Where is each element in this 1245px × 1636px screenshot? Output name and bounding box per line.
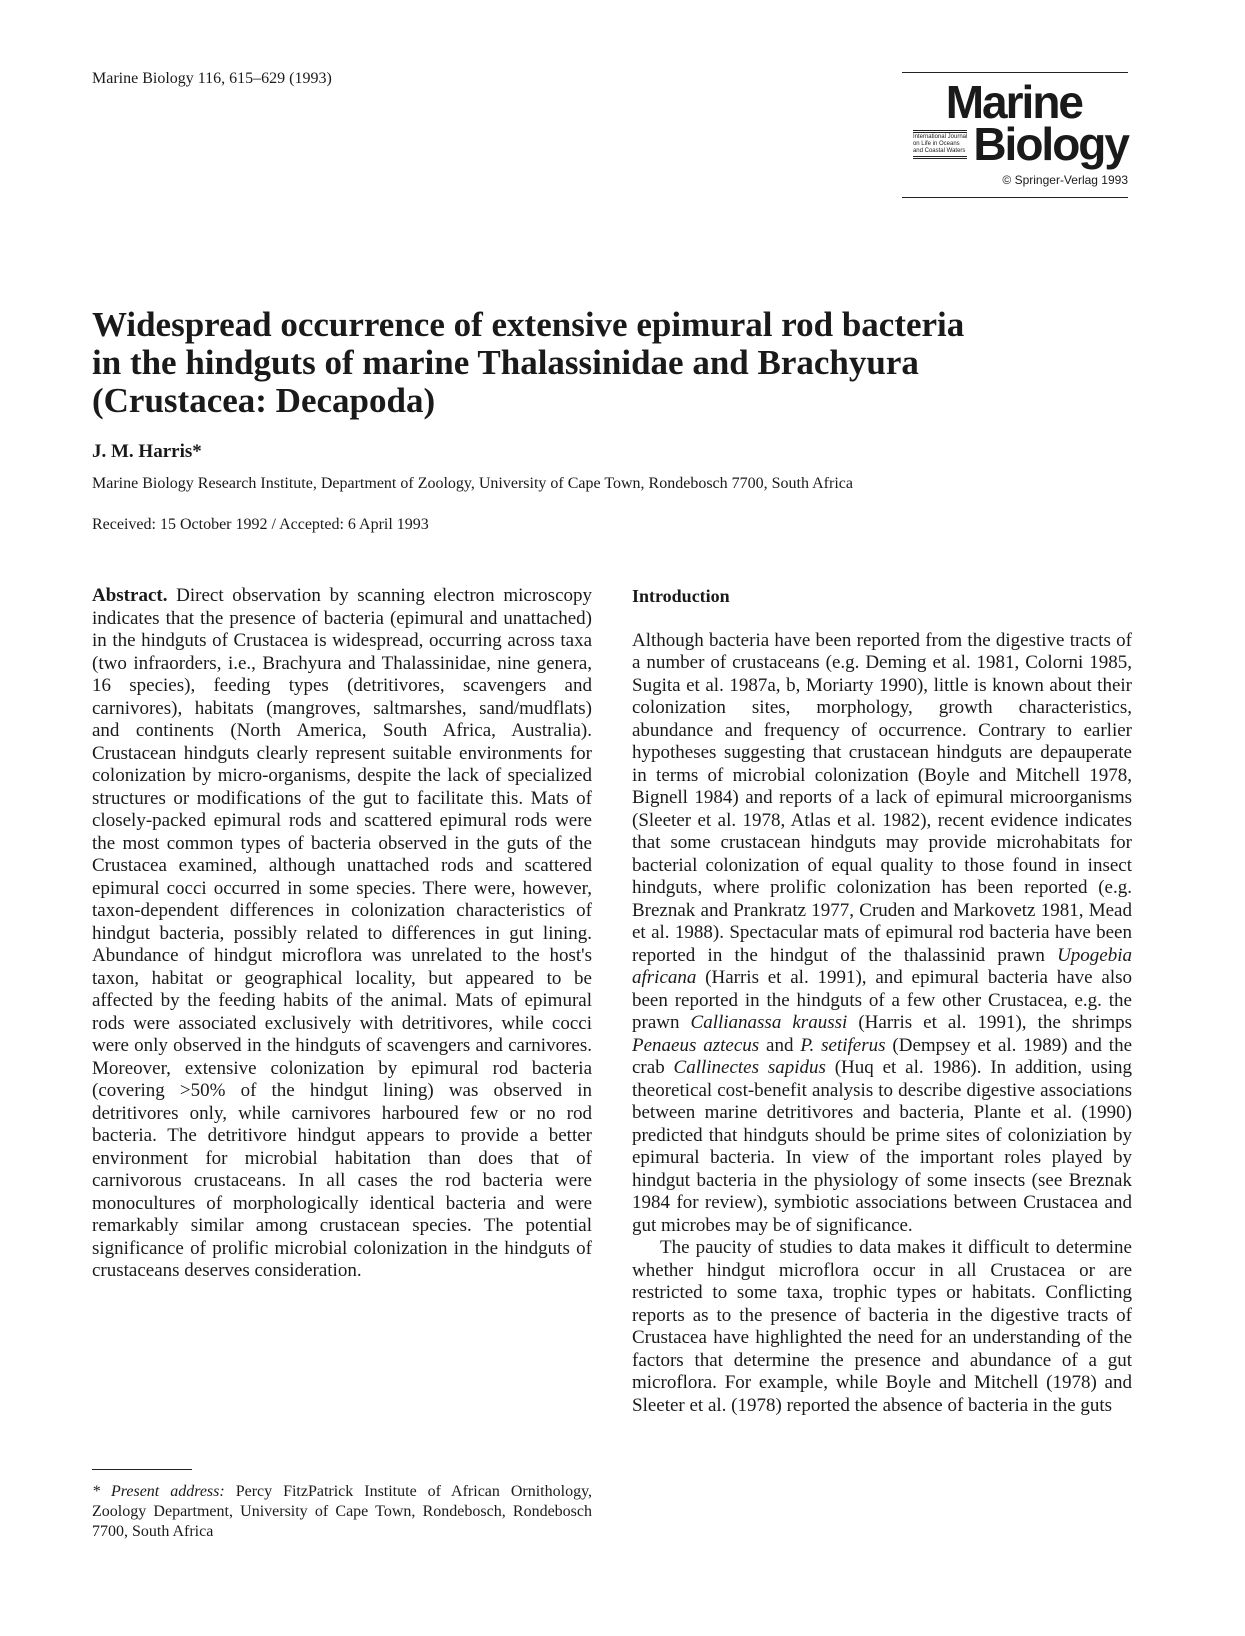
footnote <box>92 1482 592 1542</box>
intro-text: (Harris et al. 1991), and epimural bacteria have also been reported in the hindguts of a few other Crustacea, e.g. the prawn <box>632 967 1132 1033</box>
journal-reference: Marine Biology 116, 615–629 (1993) <box>92 70 332 87</box>
logo-top-rule <box>902 72 1128 73</box>
copyright-notice: © Springer-Verlag 1993 <box>1002 173 1128 187</box>
logo-bottom-rule <box>902 197 1128 198</box>
introduction-heading: Introduction <box>632 586 730 606</box>
species-name: Callianassa kraussi <box>690 1012 848 1033</box>
intro-text: Although bacteria have been reported from the digestive tracts of a number of crustaceans (e.g. Deming et al. 1981, Colorni 1985, Sugita et al. 1987a, b, Moriarty 1990), little is known about their colonization sites, morphology, growth characteristics, abundance and frequency of occurrence. Contrary to earlier hypotheses suggesting that crustacean hindguts are depauperate in terms of microbial colonization (Boyle and Mitchell 1978, Bignell 1984) and reports of a lack of epimural microorganisms (Sleeter et al. 1978, Atlas et al. 1982), recent evidence indicates that some crustacean hindguts may provide microhabitats for bacterial colonization of equal quality to those found in insect hindguts, where prolific colonization has been reported (e.g. Breznak and Prankratz 1977, Cruden and Markovetz 1981, Mead et al. 1988). Spectacular mats of epimural rod bacteria have been reported in the hindgut of the thalassinid prawn <box>632 629 1132 966</box>
introduction-column <box>632 585 1132 1417</box>
title-line: (Crustacea: Decapoda) <box>92 381 436 420</box>
footnote-divider <box>92 1469 192 1470</box>
logo-subtitle-line: International Journal <box>912 133 968 140</box>
title-line: in the hindguts of marine Thalassinidae and Brachyura <box>92 343 919 382</box>
intro-text: (Huq et al. 1986). In addition, using theoretical cost-benefit analysis to describe digestive associations between marine detritivores and bacteria, Plante et al. (1990) predicted that hindguts should be prime sites of coloniziation by epimural bacteria. In view of the important roles played by hindgut bacteria in the physiology of some insects (see Breznak 1984 for review), symbiotic associations between Crustacea and gut microbes may be of significance. <box>632 1057 1132 1236</box>
received-accepted-dates: Received: 15 October 1992 / Accepted: 6 April 1993 <box>92 516 429 533</box>
logo-word-biology: Biology <box>973 118 1128 170</box>
logo-row <box>902 118 1128 170</box>
intro-text: (Dempsey et al. 1989) and the crab <box>632 1034 1132 1078</box>
introduction-paragraph-1 <box>632 630 1132 1238</box>
species-name: Penaeus aztecus <box>632 1034 760 1056</box>
logo-subtitle <box>913 130 967 159</box>
introduction-paragraph-2: The paucity of studies to data makes it difficult to determine whether hindgut microflora occur in all Crustacea or are restricted to some taxa, trophic types or habitats. Conflicting reports as to the presence of bacteria in the digestive tracts of Crustacea have highlighted the need for an understanding of the factors that determine the presence and abundance of a gut microflora. For example, while Boyle and Mitchell (1978) and Sleeter et al. (1978) reported the absence of bacteria in the guts <box>632 1237 1132 1416</box>
article-title <box>92 306 992 420</box>
intro-text: and <box>759 1034 801 1056</box>
logo-word-marine: Marine <box>945 76 1082 128</box>
author-name: J. M. Harris* <box>92 441 202 462</box>
title-line: Widespread occurrence of extensive epimural rod bacteria <box>92 305 965 344</box>
footnote-text: Percy FitzPatrick Institute of African Ornithology, Zoology Department, University of Cape Town, Rondebosch, Rondebosch 7700, South Africa <box>92 1483 593 1540</box>
abstract-column <box>92 585 592 1283</box>
intro-text: (Harris et al. 1991), the shrimps <box>847 1012 1132 1033</box>
author-affiliation: Marine Biology Research Institute, Department of Zoology, University of Cape Town, Rondebosch 7700, South Africa <box>92 475 853 492</box>
logo-subtitle-line: and Coastal Waters <box>912 147 966 154</box>
logo-subtitle-line: on Life in Oceans <box>912 140 960 147</box>
journal-logo <box>902 72 1128 198</box>
abstract-paragraph <box>92 585 592 1283</box>
abstract-label: Abstract. <box>92 585 168 606</box>
species-name: P. setiferus <box>800 1034 886 1056</box>
abstract-text: Direct observation by scanning electron microscopy indicates that the presence of bacteria (epimural and unattached) in the hindguts of Crustacea is widespread, occurring across taxa (two infraorders, i.e., Brachyura and Thalassinidae, nine genera, 16 species), feeding types (detritivores, scavengers and carnivores), habitats (mangroves, saltmarshes, sand/mudflats) and continents (North America, South Africa, Australia). Crustacean hindguts clearly represent suitable environments for colonization by micro-organisms, despite the lack of specialized structures or modifications of the gut to facilitate this. Mats of closely-packed epimural rods and scattered epimural rods were the most common types of bacteria observed in the guts of the Crustacea examined, although unattached rods and scattered epimural cocci occurred in some species. There were, however, taxon-dependent differences in colonization characteristics of hindgut bacteria, possibly related to differences in gut lining. Abundance of hindgut microflora was unrelated to the host's taxon, habitat or geographical locality, but appeared to be affected by the feeding habits of the animal. Mats of epimural rods were associated exclusively with detritivores, while cocci were only observed in the hindguts of scavengers and carnivores. Moreover, extensive colonization by epimural rod bacteria (covering >50% of the hindgut lining) was observed in detritivores only, while carnivores harboured few or no rod bacteria. The detritivore hindgut appears to provide a better environment for microbial habitation than does that of carnivorous crustaceans. In all cases the rod bacteria were monocultures of morphologically identical bacteria and were remarkably similar among crustacean species. The potential significance of prolific microbial colonization in the hindguts of crustaceans deserves consideration. <box>92 585 592 1281</box>
footnote-label: * Present address: <box>92 1483 225 1500</box>
species-name: Callinectes sapidus <box>673 1057 826 1078</box>
species-name: Upogebia africana <box>632 944 1132 988</box>
